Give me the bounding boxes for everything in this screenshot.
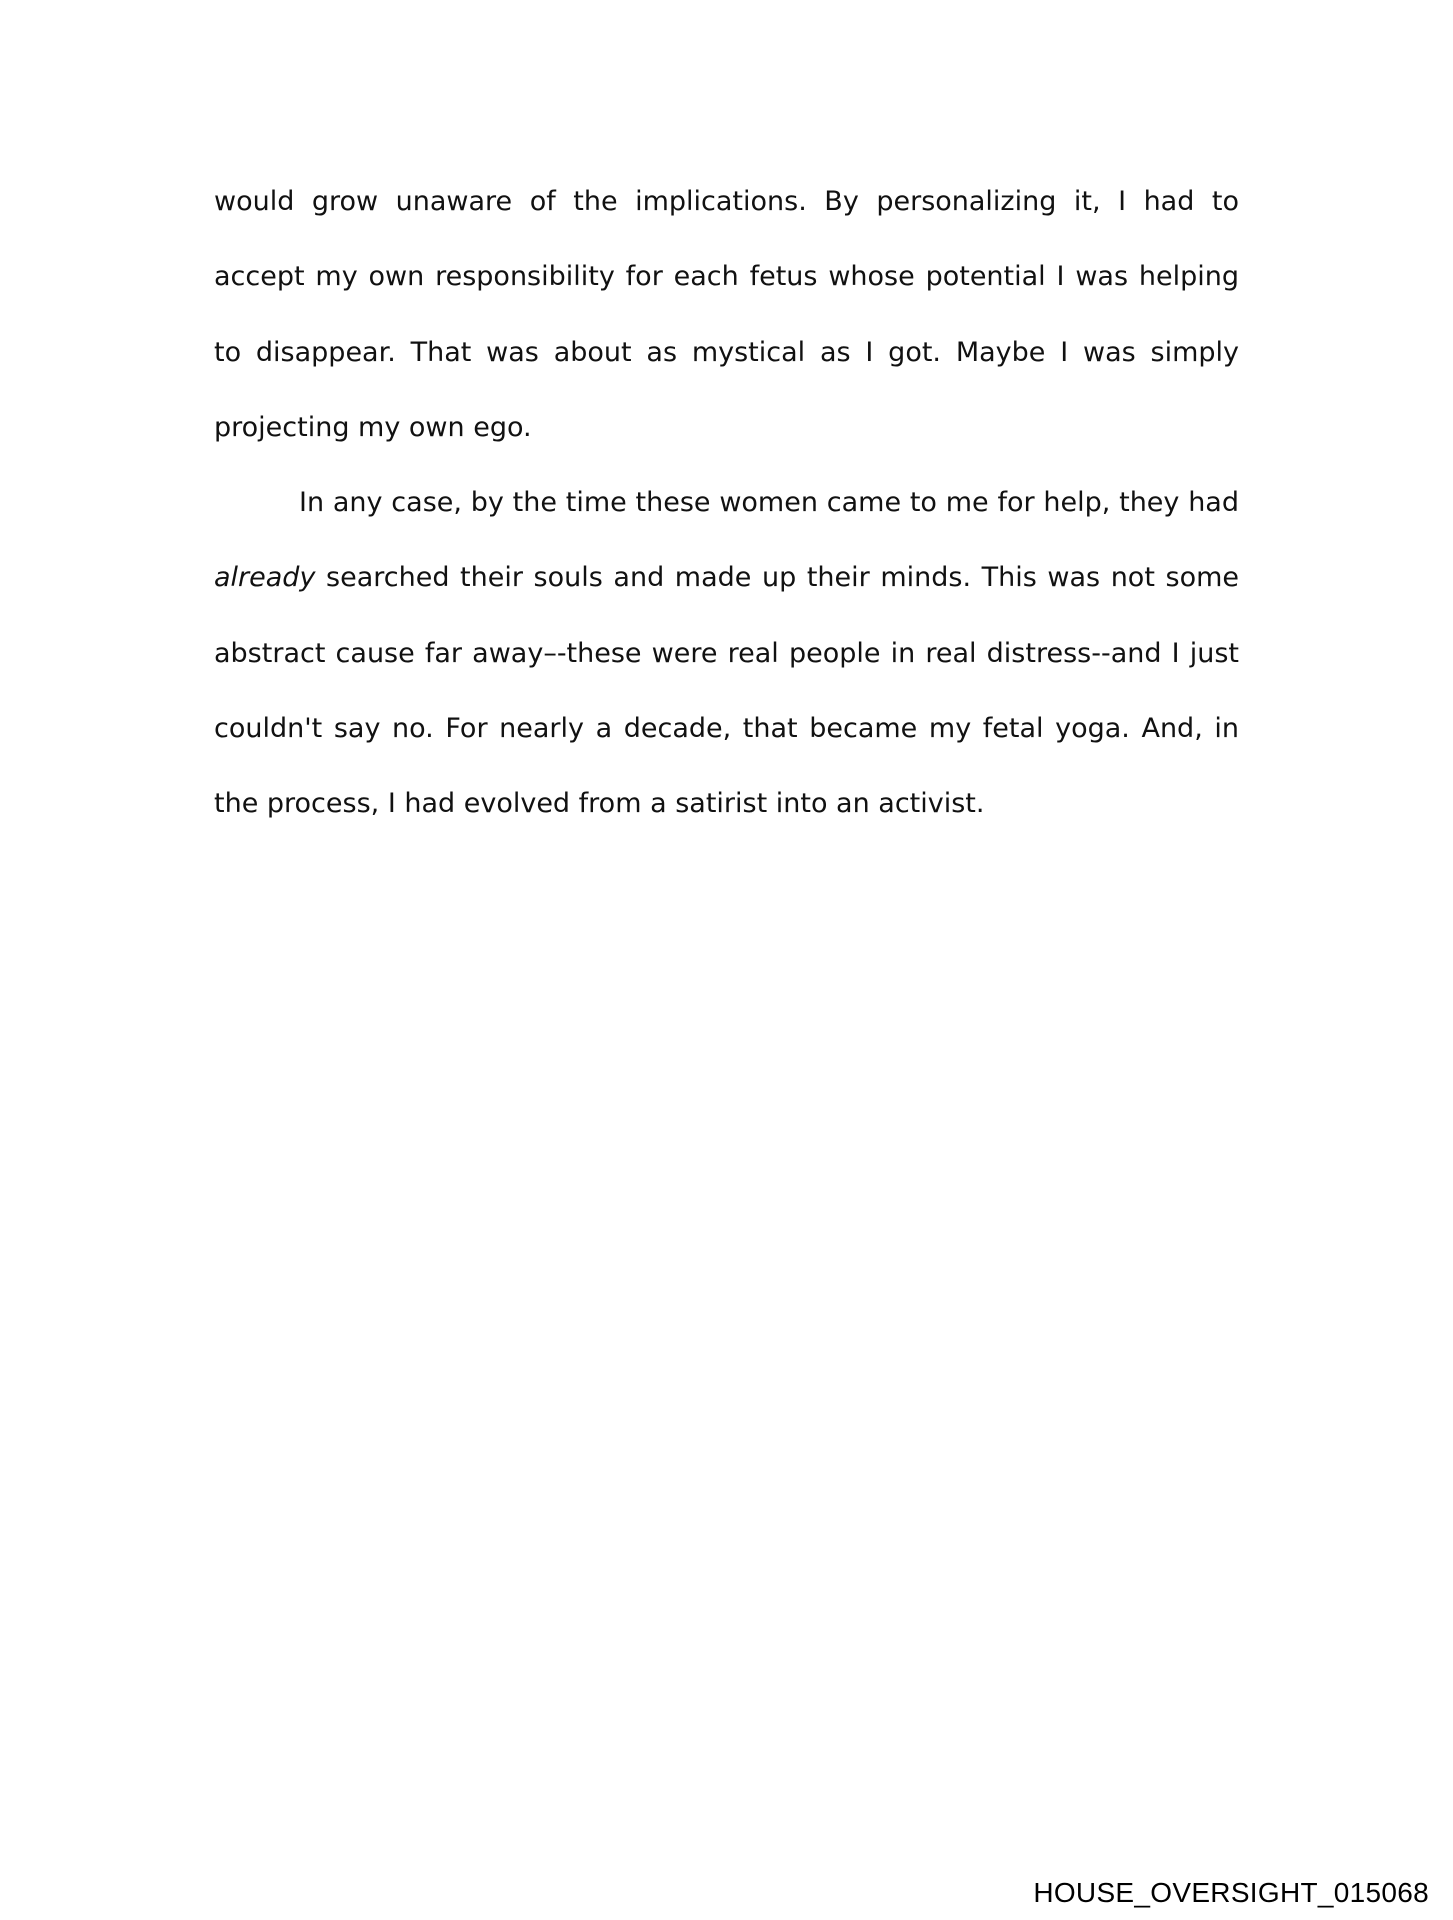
paragraph [214,164,1239,465]
emphasis-text: already [214,562,316,594]
body-text [214,164,1239,842]
paragraph-text: In any case, by the time these women came to me for help, they had [299,487,1239,519]
document-id-stamp: HOUSE_OVERSIGHT_015068 [1033,1877,1429,1908]
paragraph [214,465,1239,841]
paragraph-text: would grow unaware of the implications. By personalizing it, I had to accept my own responsibility for each fetus whose potential I was helping to disappear. That was about as mystical as I got. Maybe I was simply projecting my own ego. [214,186,1239,443]
paragraph-text: searched their souls and made up their minds. This was not some abstract cause far away–-these were real people in real distress--and I just couldn't say no. For nearly a decade, that became my fetal yoga. And, in the process, I had evolved from a satirist into an activist. [214,562,1239,820]
